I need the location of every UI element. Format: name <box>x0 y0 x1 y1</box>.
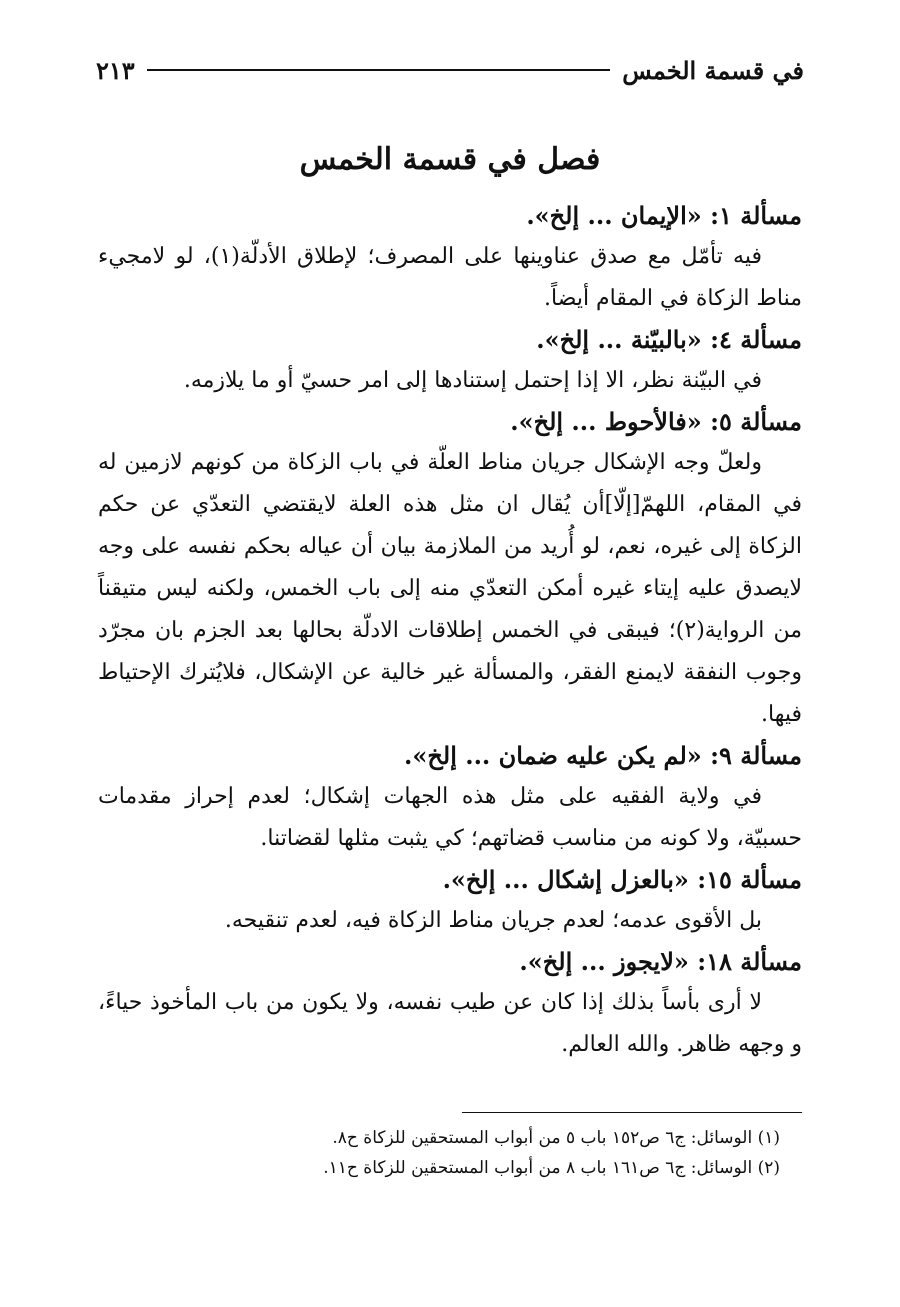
issue-heading: مسألة ٩: «لم يكن عليه ضمان ... إلخ». <box>404 741 802 770</box>
page-header <box>96 52 804 88</box>
paragraph: لا أرى بأساً بذلك إذا كان عن طيب نفسه، ولا يكون من باب المأخوذ حياءً، و وجهه ظاهر. والله العالم. <box>98 990 802 1057</box>
paragraph: بل الأقوى عدمه؛ لعدم جريان مناط الزكاة فيه، لعدم تنقيحه. <box>224 908 762 933</box>
footnotes <box>98 1112 802 1183</box>
footnote: (١) الوسائل: ج٦ ص١٥٢ باب ٥ من أبواب المستحقين للزكاة ح٨. <box>332 1128 780 1148</box>
paragraph: في البيّنة نظر، الا إذا إحتمل إستنادها إلى امر حسيّ أو ما يلازمه. <box>183 368 762 393</box>
footnote: (٢) الوسائل: ج٦ ص١٦١ باب ٨ من أبواب المستحقين للزكاة ح١١. <box>323 1158 780 1178</box>
section-title: فصل في قسمة الخمس <box>299 142 601 177</box>
footnote-rule <box>462 1112 802 1113</box>
paragraph: ولعلّ وجه الإشكال جريان مناط العلّة في باب الزكاة من كونهم لازمين له في المقام، اللهمّ[إلّا]أن يُقال ان مثل هذه العلة لايقتضي التعدّي عن حكم الزكاة إلى غيره، نعم، لو أُريد من الملازمة بيان أن عياله بحكم نفسه على وجه لايصدق عليه إيتاء غيره أمكن التعدّي منه إلى باب الخمس، ولكنه ليس متيقناً من الرواية(٢)؛ فيبقى في الخمس إطلاقات الادلّة بحالها بعد الجزم بان مجرّد وجوب النفقة لايمنع الفقر، والمسألة غير خالية عن الإشكال، فلايُترك الإحتياط فيها. <box>98 450 802 727</box>
paragraph: في ولاية الفقيه على مثل هذه الجهات إشكال؛ لعدم إحراز مقدمات حسبيّة، ولا كونه من مناسب قضاتهم؛ كي يثبت مثلها لقضاتنا. <box>98 784 802 851</box>
issue-heading: مسألة ١: «الإيمان ... إلخ». <box>526 201 802 230</box>
issue-heading: مسألة ١٨: «لايجوز ... إلخ». <box>519 947 802 976</box>
running-title: في قسمة الخمس <box>622 55 804 85</box>
issue-heading: مسألة ٤: «بالبيّنة ... إلخ». <box>536 325 802 354</box>
main-text <box>98 138 802 1066</box>
page-number: ٢١٣ <box>96 55 135 85</box>
paragraph: فيه تأمّل مع صدق عناوينها على المصرف؛ لإطلاق الأدلّة(١)، لو لامجيء مناط الزكاة في المقام أيضاً. <box>98 244 802 311</box>
issue-heading: مسألة ٥: «فالأحوط ... إلخ». <box>510 407 802 436</box>
header-rule <box>147 69 611 71</box>
issue-heading: مسألة ١٥: «بالعزل إشكال ... إلخ». <box>442 865 802 894</box>
